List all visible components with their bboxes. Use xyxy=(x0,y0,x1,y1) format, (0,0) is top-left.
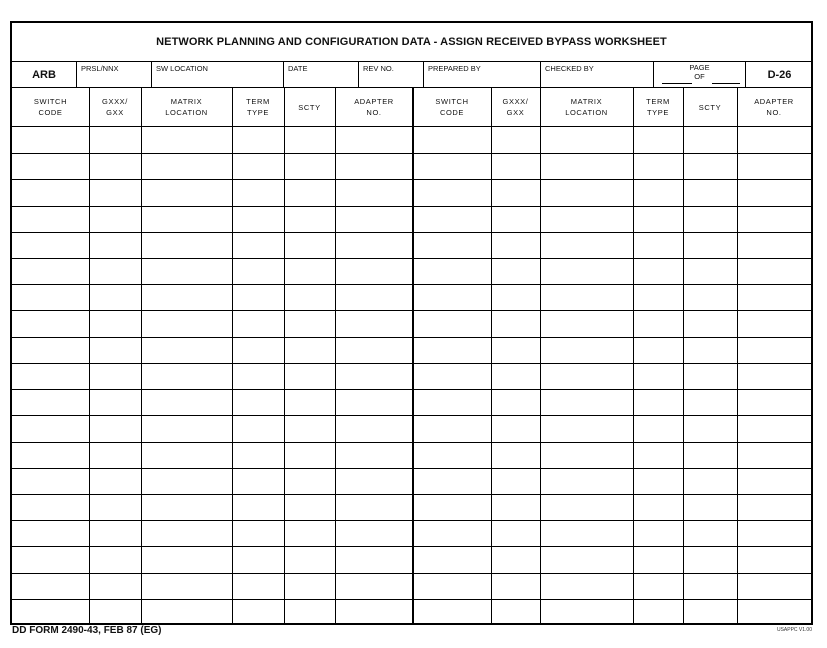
entry-cell[interactable] xyxy=(491,520,540,546)
entry-cell[interactable] xyxy=(413,232,491,258)
entry-cell[interactable] xyxy=(232,206,284,232)
entry-cell[interactable] xyxy=(335,179,413,205)
column-header-line: NO. xyxy=(366,108,382,117)
entry-cell[interactable] xyxy=(491,494,540,520)
entry-cell[interactable] xyxy=(141,206,232,232)
entry-cell[interactable] xyxy=(284,520,335,546)
entry-cell[interactable] xyxy=(491,546,540,572)
form-header-row xyxy=(12,62,811,88)
worksheet-form xyxy=(10,21,813,625)
entry-cell[interactable] xyxy=(335,153,413,179)
entry-cell[interactable] xyxy=(12,258,89,284)
entry-cell[interactable] xyxy=(89,494,141,520)
entry-cell[interactable] xyxy=(491,468,540,494)
entry-cell[interactable] xyxy=(12,442,89,468)
entry-cell[interactable] xyxy=(284,468,335,494)
entry-cell[interactable] xyxy=(737,363,811,389)
entry-cell[interactable] xyxy=(633,258,683,284)
entry-cell[interactable] xyxy=(12,546,89,572)
entry-cell[interactable] xyxy=(284,546,335,572)
entry-cell[interactable] xyxy=(737,546,811,572)
entry-cell[interactable] xyxy=(540,599,633,625)
rev-no-label: REV NO. xyxy=(363,64,394,73)
entry-cell[interactable] xyxy=(413,599,491,625)
entry-cell[interactable] xyxy=(89,310,141,336)
entry-cell[interactable] xyxy=(683,206,737,232)
column-header-line: LOCATION xyxy=(565,108,608,117)
entry-cell[interactable] xyxy=(284,389,335,415)
checked-by-field[interactable] xyxy=(541,62,654,87)
entry-cell[interactable] xyxy=(141,337,232,363)
entry-cell[interactable] xyxy=(633,153,683,179)
entry-cell[interactable] xyxy=(12,337,89,363)
entry-cell[interactable] xyxy=(683,573,737,599)
entry-cell[interactable] xyxy=(737,127,811,153)
entry-cell[interactable] xyxy=(335,520,413,546)
entry-cell[interactable] xyxy=(335,546,413,572)
entry-cell[interactable] xyxy=(540,153,633,179)
page-number-line xyxy=(662,83,692,84)
column-header-line: ADAPTER xyxy=(754,97,794,106)
entry-cell[interactable] xyxy=(335,599,413,625)
entry-cell[interactable] xyxy=(12,520,89,546)
entry-cell[interactable] xyxy=(141,415,232,441)
entry-cell[interactable] xyxy=(491,179,540,205)
rev-no-field[interactable] xyxy=(359,62,424,87)
entry-cell[interactable] xyxy=(413,546,491,572)
entry-cell[interactable] xyxy=(232,284,284,310)
entry-cell[interactable] xyxy=(633,179,683,205)
column-header-line: ADAPTER xyxy=(354,97,394,106)
entry-cell[interactable] xyxy=(284,310,335,336)
column-header xyxy=(89,88,141,126)
column-header xyxy=(737,88,811,126)
column-header-line: MATRIX xyxy=(570,97,603,106)
entry-cell[interactable] xyxy=(491,284,540,310)
entry-cell[interactable] xyxy=(633,415,683,441)
column-header xyxy=(633,88,683,126)
arb-label: ARB xyxy=(12,62,77,87)
entry-cell[interactable] xyxy=(633,468,683,494)
entry-cell[interactable] xyxy=(491,599,540,625)
entry-cell[interactable] xyxy=(633,284,683,310)
entry-cell[interactable] xyxy=(284,573,335,599)
entry-cell[interactable] xyxy=(284,206,335,232)
entry-cell[interactable] xyxy=(335,127,413,153)
entry-cell[interactable] xyxy=(89,153,141,179)
entry-cell[interactable] xyxy=(335,442,413,468)
entry-cell[interactable] xyxy=(737,258,811,284)
column-header-line: TYPE xyxy=(247,108,269,117)
entry-cell[interactable] xyxy=(335,494,413,520)
entry-cell[interactable] xyxy=(540,415,633,441)
entry-cell[interactable] xyxy=(737,415,811,441)
doc-id: D-26 xyxy=(767,68,792,81)
entry-cell[interactable] xyxy=(232,468,284,494)
entry-cell[interactable] xyxy=(335,363,413,389)
entry-cell[interactable] xyxy=(633,573,683,599)
of-label: OF xyxy=(694,72,705,81)
entry-cell[interactable] xyxy=(491,258,540,284)
column-divider xyxy=(540,88,541,623)
column-divider xyxy=(89,88,90,623)
prsl-nnx-field[interactable] xyxy=(77,62,152,87)
entry-cell[interactable] xyxy=(540,520,633,546)
entry-cell[interactable] xyxy=(683,153,737,179)
entry-cell[interactable] xyxy=(633,127,683,153)
entry-cell[interactable] xyxy=(12,389,89,415)
entry-cell[interactable] xyxy=(633,389,683,415)
entry-cell[interactable] xyxy=(141,389,232,415)
prepared-by-label: PREPARED BY xyxy=(428,64,481,73)
column-header-line: TERM xyxy=(646,97,670,106)
column-header-line: SWITCH xyxy=(33,97,68,106)
entry-cell[interactable] xyxy=(413,494,491,520)
entry-cell[interactable] xyxy=(12,179,89,205)
entry-cell[interactable] xyxy=(413,442,491,468)
entry-cell[interactable] xyxy=(491,310,540,336)
entry-cell[interactable] xyxy=(141,310,232,336)
column-header xyxy=(12,88,89,126)
entry-cell[interactable] xyxy=(540,546,633,572)
entry-cell[interactable] xyxy=(335,232,413,258)
entry-cell[interactable] xyxy=(737,284,811,310)
entry-cell[interactable] xyxy=(89,599,141,625)
entry-cell[interactable] xyxy=(284,232,335,258)
entry-cell[interactable] xyxy=(683,494,737,520)
entry-cell[interactable] xyxy=(284,127,335,153)
entry-cell[interactable] xyxy=(737,206,811,232)
entry-cell[interactable] xyxy=(540,310,633,336)
entry-cell[interactable] xyxy=(12,573,89,599)
entry-cell[interactable] xyxy=(141,153,232,179)
entry-cell[interactable] xyxy=(491,153,540,179)
entry-cell[interactable] xyxy=(683,284,737,310)
column-header-line: CODE xyxy=(38,108,63,117)
column-header-line: SCTY xyxy=(298,102,321,112)
entry-cell[interactable] xyxy=(413,389,491,415)
publisher-mark: USAPPC V1.00 xyxy=(776,627,812,633)
entry-cell[interactable] xyxy=(284,337,335,363)
entry-cell[interactable] xyxy=(335,468,413,494)
entry-cell[interactable] xyxy=(683,520,737,546)
column-header-line: GXXX/ xyxy=(102,97,128,106)
column-header xyxy=(413,88,491,126)
entry-cell[interactable] xyxy=(413,153,491,179)
entry-cell[interactable] xyxy=(141,232,232,258)
entry-cell[interactable] xyxy=(232,127,284,153)
entry-cell[interactable] xyxy=(683,232,737,258)
entry-cell[interactable] xyxy=(491,232,540,258)
entry-cell[interactable] xyxy=(335,284,413,310)
entry-cell[interactable] xyxy=(413,468,491,494)
entry-cell[interactable] xyxy=(12,494,89,520)
entry-cell[interactable] xyxy=(89,127,141,153)
entry-cell[interactable] xyxy=(413,520,491,546)
entry-cell[interactable] xyxy=(413,179,491,205)
entry-cell[interactable] xyxy=(413,363,491,389)
entry-cell[interactable] xyxy=(737,389,811,415)
entry-cell[interactable] xyxy=(89,258,141,284)
entry-cell[interactable] xyxy=(737,494,811,520)
entry-cell[interactable] xyxy=(141,284,232,310)
entry-cell[interactable] xyxy=(737,573,811,599)
entry-cell[interactable] xyxy=(141,546,232,572)
entry-cell[interactable] xyxy=(284,599,335,625)
entry-cell[interactable] xyxy=(737,442,811,468)
entry-cell[interactable] xyxy=(540,258,633,284)
column-divider xyxy=(232,88,233,623)
entry-cell[interactable] xyxy=(141,520,232,546)
column-divider xyxy=(683,88,684,623)
entry-cell[interactable] xyxy=(89,232,141,258)
entry-cell[interactable] xyxy=(232,520,284,546)
entry-cell[interactable] xyxy=(737,520,811,546)
entry-cell[interactable] xyxy=(683,258,737,284)
entry-cell[interactable] xyxy=(335,310,413,336)
entry-cell[interactable] xyxy=(737,179,811,205)
entry-cell[interactable] xyxy=(89,468,141,494)
entry-cell[interactable] xyxy=(232,232,284,258)
column-header-line: GXX xyxy=(506,108,525,117)
entry-cell[interactable] xyxy=(284,494,335,520)
entry-cell[interactable] xyxy=(491,415,540,441)
entry-cell[interactable] xyxy=(232,599,284,625)
column-header-line: TYPE xyxy=(647,108,669,117)
entry-cell[interactable] xyxy=(633,442,683,468)
entry-cell[interactable] xyxy=(141,468,232,494)
entry-cell[interactable] xyxy=(683,310,737,336)
entry-cell[interactable] xyxy=(633,232,683,258)
entry-cell[interactable] xyxy=(633,206,683,232)
entry-cell[interactable] xyxy=(89,520,141,546)
entry-cell[interactable] xyxy=(89,337,141,363)
entry-cell[interactable] xyxy=(633,494,683,520)
column-header-line: MATRIX xyxy=(170,97,203,106)
entry-cell[interactable] xyxy=(232,494,284,520)
entry-cell[interactable] xyxy=(683,389,737,415)
column-header-line: GXXX/ xyxy=(502,97,529,106)
entry-cell[interactable] xyxy=(491,363,540,389)
entry-cell[interactable] xyxy=(141,127,232,153)
entry-cell[interactable] xyxy=(540,179,633,205)
entry-cell[interactable] xyxy=(683,468,737,494)
entry-cell[interactable] xyxy=(89,363,141,389)
checked-by-label: CHECKED BY xyxy=(545,64,594,73)
entry-cell[interactable] xyxy=(89,546,141,572)
column-divider xyxy=(633,88,634,623)
date-label: DATE xyxy=(288,64,308,73)
entry-cell[interactable] xyxy=(683,337,737,363)
prepared-by-field[interactable] xyxy=(424,62,541,87)
entry-cell[interactable] xyxy=(284,179,335,205)
entry-cell[interactable] xyxy=(413,310,491,336)
entry-cell[interactable] xyxy=(232,337,284,363)
entry-cell[interactable] xyxy=(141,494,232,520)
entry-cell[interactable] xyxy=(232,258,284,284)
entry-cell[interactable] xyxy=(540,389,633,415)
entry-cell[interactable] xyxy=(232,389,284,415)
entry-cell[interactable] xyxy=(413,206,491,232)
entry-cell[interactable] xyxy=(232,442,284,468)
column-divider xyxy=(412,88,414,623)
sw-location-label: SW LOCATION xyxy=(156,64,208,73)
entry-cell[interactable] xyxy=(683,599,737,625)
entry-cell[interactable] xyxy=(540,206,633,232)
sw-location-field[interactable] xyxy=(152,62,284,87)
form-title: NETWORK PLANNING AND CONFIGURATION DATA - ASSIGN RECEIVED BYPASS WORKSHEET xyxy=(12,23,811,62)
entry-cell[interactable] xyxy=(89,573,141,599)
entry-cell[interactable] xyxy=(141,573,232,599)
page-label: PAGE xyxy=(689,63,710,72)
column-header-line: LOCATION xyxy=(165,108,208,117)
entry-cell[interactable] xyxy=(491,337,540,363)
column-header xyxy=(335,88,413,126)
entry-cell[interactable] xyxy=(232,310,284,336)
entry-cell[interactable] xyxy=(89,442,141,468)
entry-cell[interactable] xyxy=(540,127,633,153)
entry-cell[interactable] xyxy=(141,442,232,468)
entry-cell[interactable] xyxy=(413,127,491,153)
entry-cell[interactable] xyxy=(12,310,89,336)
entry-cell[interactable] xyxy=(335,389,413,415)
entry-cell[interactable] xyxy=(335,415,413,441)
column-header xyxy=(284,88,335,126)
entry-cell[interactable] xyxy=(540,468,633,494)
entry-cell[interactable] xyxy=(540,337,633,363)
entry-cell[interactable] xyxy=(232,546,284,572)
entry-cell[interactable] xyxy=(89,179,141,205)
entry-cell[interactable] xyxy=(683,442,737,468)
form-number: DD FORM 2490-43, FEB 87 (EG) xyxy=(12,625,162,636)
entry-cell[interactable] xyxy=(12,127,89,153)
entry-cell[interactable] xyxy=(683,179,737,205)
column-divider xyxy=(284,88,285,623)
entry-cell[interactable] xyxy=(491,127,540,153)
page-total-line xyxy=(712,83,740,84)
entry-cell[interactable] xyxy=(633,363,683,389)
entry-cell[interactable] xyxy=(12,468,89,494)
entry-cell[interactable] xyxy=(232,153,284,179)
column-divider xyxy=(141,88,142,623)
column-header xyxy=(232,88,284,126)
column-header-line: CODE xyxy=(439,108,465,117)
entry-cell[interactable] xyxy=(540,232,633,258)
column-header xyxy=(491,88,540,126)
column-header-line: TERM xyxy=(246,97,270,106)
entry-cell[interactable] xyxy=(141,599,232,625)
entry-cell[interactable] xyxy=(232,415,284,441)
column-divider xyxy=(335,88,336,623)
entry-cell[interactable] xyxy=(683,415,737,441)
entry-cell[interactable] xyxy=(141,363,232,389)
column-header-line: SCTY xyxy=(698,102,722,112)
entry-cell[interactable] xyxy=(491,442,540,468)
entry-cell[interactable] xyxy=(89,415,141,441)
entry-cell[interactable] xyxy=(284,442,335,468)
column-header-line: NO. xyxy=(766,108,782,117)
entry-cell[interactable] xyxy=(12,599,89,625)
column-header xyxy=(141,88,232,126)
entry-cell[interactable] xyxy=(232,573,284,599)
column-header-line: GXX xyxy=(106,108,124,117)
entry-cell[interactable] xyxy=(413,573,491,599)
entry-cell[interactable] xyxy=(141,179,232,205)
entry-cell[interactable] xyxy=(89,206,141,232)
entry-cell[interactable] xyxy=(683,363,737,389)
entry-cell[interactable] xyxy=(12,284,89,310)
entry-cell[interactable] xyxy=(284,153,335,179)
entry-cell[interactable] xyxy=(540,284,633,310)
entry-cell[interactable] xyxy=(491,573,540,599)
entry-cell[interactable] xyxy=(335,258,413,284)
entry-cell[interactable] xyxy=(12,415,89,441)
entry-cell[interactable] xyxy=(284,415,335,441)
entry-cell[interactable] xyxy=(12,232,89,258)
entry-cell[interactable] xyxy=(633,337,683,363)
entry-cell[interactable] xyxy=(737,599,811,625)
entry-cell[interactable] xyxy=(540,494,633,520)
entry-cell[interactable] xyxy=(633,310,683,336)
entry-cell[interactable] xyxy=(89,284,141,310)
entry-cell[interactable] xyxy=(540,363,633,389)
entry-cell[interactable] xyxy=(12,153,89,179)
entry-cell[interactable] xyxy=(413,415,491,441)
entry-cell[interactable] xyxy=(335,337,413,363)
entry-cell[interactable] xyxy=(413,337,491,363)
entry-cell[interactable] xyxy=(491,206,540,232)
entry-cell[interactable] xyxy=(284,258,335,284)
entry-cell[interactable] xyxy=(737,310,811,336)
entry-cell[interactable] xyxy=(335,206,413,232)
entry-cell[interactable] xyxy=(683,127,737,153)
column-divider xyxy=(491,88,492,623)
entry-cell[interactable] xyxy=(540,573,633,599)
entry-cell[interactable] xyxy=(12,206,89,232)
entry-cell[interactable] xyxy=(141,258,232,284)
entry-cell[interactable] xyxy=(232,363,284,389)
entry-cell[interactable] xyxy=(284,363,335,389)
entry-cell[interactable] xyxy=(737,153,811,179)
entry-cell[interactable] xyxy=(737,468,811,494)
entry-cell[interactable] xyxy=(335,573,413,599)
entry-cell[interactable] xyxy=(737,337,811,363)
prsl-nnx-label: PRSL/NNX xyxy=(81,64,119,73)
entry-cell[interactable] xyxy=(413,284,491,310)
entry-cell[interactable] xyxy=(89,389,141,415)
entry-cell[interactable] xyxy=(633,599,683,625)
entry-cell[interactable] xyxy=(540,442,633,468)
entry-cell[interactable] xyxy=(737,232,811,258)
entry-cell[interactable] xyxy=(633,520,683,546)
page-field[interactable] xyxy=(654,62,746,87)
date-field[interactable] xyxy=(284,62,359,87)
entry-cell[interactable] xyxy=(284,284,335,310)
entry-cell[interactable] xyxy=(413,258,491,284)
column-header-line: SWITCH xyxy=(435,97,469,106)
entry-cell[interactable] xyxy=(12,363,89,389)
entry-cell[interactable] xyxy=(232,179,284,205)
entry-cell[interactable] xyxy=(633,546,683,572)
entry-cell[interactable] xyxy=(683,546,737,572)
column-divider xyxy=(737,88,738,623)
column-header xyxy=(540,88,633,126)
column-header xyxy=(683,88,737,126)
entry-cell[interactable] xyxy=(491,389,540,415)
